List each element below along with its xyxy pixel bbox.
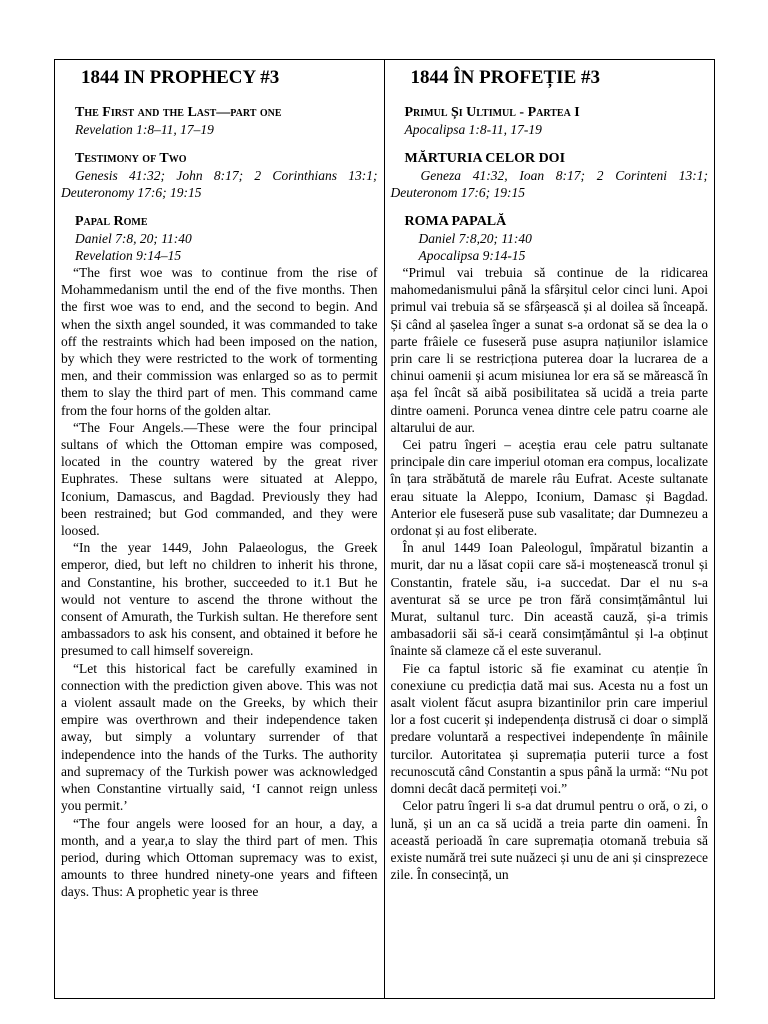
body-paragraph: “Primul vai trebuia să continue de la ridicarea mahomedanismului până la sfârșitul celor cinci luni. Apoi primul vai trebuia să se sfârșească și al doilea să înceapă. Și când al șaselea înger a sunat s-a ordonat să se dea la o parte frâiele ce fuseseră puse asupra națiunilor islamice prin care li se restricționa puterea doar la lucrarea de a chinui oamenii și acum misiunea lor era să se mărească în așa fel încât să aibă posibilitatea să ucidă a treia parte dintre oameni. Porunca venea dintre cele patru coarne ale altarului de aur. <box>390 265 708 435</box>
scripture-reference: Revelation 9:14–15 <box>75 248 182 263</box>
section-heading: MĂRTURIA CELOR DOI <box>404 151 566 166</box>
body-paragraph: “The first woe was to continue from the rise of Mohammedanism until the end of the five months. Then the first woe was to end, and the second to begin. And when the sixth angel sounded, it was commanded to take off the restraints which had been imposed on the nation, by which they were restricted to the work of tormenting men, and their commission was enlarged so as to permit them to slay the third part of men. This command came from the four horns of the golden altar. <box>61 265 378 418</box>
section-heading: The First and the Last—part one <box>75 105 282 120</box>
body-paragraph: Cei patru îngeri – aceștia erau cele patru sultanate principale din care imperiul otoman era compus, localizate în țara străbătută de marele râu Eufrat. Aceste sultanate erau situate la Aleppo, Iconium, Damasc și Bagdad. Anterior ele fuseseră puse sub vasalitate; dar Dumnezeu a ordonat și au fost eliberate. <box>390 437 708 539</box>
scripture-reference: Genesis 41:32; John 8:17; 2 Corinthians 13:1; Deuteronomy 17:6; 19:15 <box>61 168 378 200</box>
scripture-reference: Daniel 7:8,20; 11:40 <box>418 231 532 246</box>
body-paragraph: Fie ca faptul istoric să fie examinat cu atenție în conexiune cu predicția dată mai sus. Acesta nu a fost un asalt violent făcut asupra bizantinilor prin care imperiul lor a fost cucerit și independența distrusă ci doar o simplă predare voluntară a respectivei independențe în mâinile turcilor. Autoritatea și supremația puterii turce a fost recunoscută când Constantin a spus până la urmă: “Nu pot domni decât dacă permiteți voi.” <box>390 660 708 797</box>
scripture-reference: Geneza 41:32, Ioan 8:17; 2 Corinteni 13:1; Deuteronom 17:6; 19:15 <box>390 168 708 200</box>
scripture-reference: Daniel 7:8, 20; 11:40 <box>75 231 192 246</box>
scripture-reference: Revelation 1:8–11, 17–19 <box>75 122 214 137</box>
body-paragraph: “In the year 1449, John Palaeologus, the Greek emperor, died, but left no children to inherit his throne, and Constantine, his brother, succeeded to it.1 But he would not venture to ascend the throne without the consent of Amurath, the Turkish sultan. He therefore sent ambassadors to ask his consent, and obtained it before he presumed to call himself sovereign. <box>61 540 378 659</box>
romanian-column <box>385 60 715 998</box>
body-paragraph: “The four angels were loosed for an hour, a day, a month, and a year,a to slay the third part of men. This period, during which Ottoman supremacy was to exist, amounts to three hundred ninety-one years and fifteen days. Thus: A prophetic year is three <box>61 815 378 900</box>
section-heading: Primul Și Ultimul - Partea I <box>404 105 580 120</box>
section-heading: Testimony of Two <box>75 151 187 166</box>
page-title: 1844 IN PROPHECY #3 <box>81 67 280 88</box>
page-title: 1844 ÎN PROFEȚIE #3 <box>410 67 600 88</box>
body-paragraph: În anul 1449 Ioan Paleologul, împăratul bizantin a murit, dar nu a lăsat copii care să-i moștenească tronul și Constantin, fratele său, i-a succedat. Dar el nu s-a aventurat să se urce pe tron fără consimțământul lui Murat, sultanul turc. Din această cauză, și-a trimis ambasadorii săi să-i ceară consimțământul și l-a obținut înainte să clameze că el este suveranul. <box>390 540 708 659</box>
body-paragraph: Celor patru îngeri li s-a dat drumul pentru o oră, o zi, o lună, și un an ca să ucidă a treia parte din oameni. În această perioadă în care supremația otomană trebuia să existe numără trei sute nuăzeci și unu de ani și cinsprezece zile. În consecință, un <box>390 798 708 883</box>
english-column <box>55 60 385 998</box>
section-heading: Papal Rome <box>75 214 148 229</box>
document-table <box>54 59 715 999</box>
body-paragraph: “Let this historical fact be carefully examined in connection with the prediction given above. This was not a violent assault made on the Greeks, by which their empire was overthrown and their independence taken away, but simply a voluntary surrender of that independence into the hands of the Turks. The authority and supremacy of the Turkish power was acknowledged when Constantine virtually said, ‘I cannot reign unless you permit.’ <box>61 660 378 814</box>
body-paragraph: “The Four Angels.—These were the four principal sultans of which the Ottoman empire was composed, located in the country watered by the great river Euphrates. These sultans were situated at Aleppo, Iconium, Damascus, and Bagdad. Previously they had been restrained; but God commanded, and they were loosed. <box>61 419 378 539</box>
scripture-reference: Apocalipsa 1:8-11, 17-19 <box>404 122 542 137</box>
scripture-reference: Apocalipsa 9:14-15 <box>418 248 526 263</box>
section-heading: ROMA PAPALĂ <box>404 214 507 229</box>
